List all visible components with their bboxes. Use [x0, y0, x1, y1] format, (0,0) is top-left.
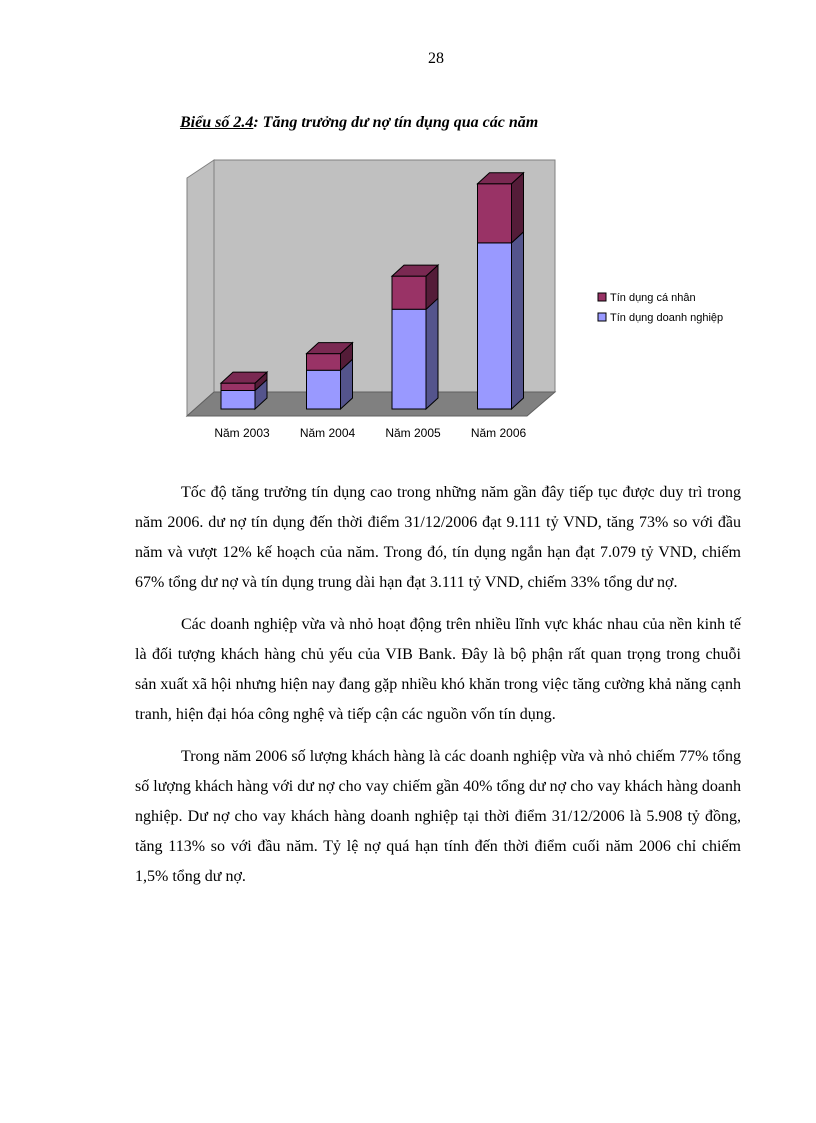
- paragraph: Tốc độ tăng trưởng tín dụng cao trong những năm gần đây tiếp tục được duy trì trong năm 2006. dư nợ tín dụng đến thời điểm 31/12/2006 đạt 9.111 tỷ VND, tăng 73% so với đầu năm và vượt 12% kế hoạch của năm. Trong đó, tín dụng ngắn hạn đạt 7.079 tỷ VND, chiếm 67% tổng dư nợ và tín dụng trung dài hạn đạt 3.111 tỷ VND, chiếm 33% tổng dư nợ.: [135, 484, 741, 591]
- bar-segment-doanh-nghiep-side: [426, 298, 438, 409]
- bar-segment-doanh-nghiep-front: [307, 370, 341, 409]
- chart-legend: [598, 292, 723, 324]
- bar-segment-ca-nhan-front: [392, 276, 426, 309]
- x-tick-label: Năm 2005: [385, 426, 441, 440]
- bar-stack: [307, 343, 353, 409]
- figure-caption-label: Biểu số 2.4: [180, 114, 254, 131]
- legend-swatch: [598, 293, 606, 301]
- bar-segment-ca-nhan-side: [512, 173, 524, 243]
- bar-segment-doanh-nghiep-front: [221, 391, 255, 409]
- x-tick-label: Năm 2003: [214, 426, 270, 440]
- bar-segment-doanh-nghiep-front: [478, 243, 512, 409]
- bar-stack: [221, 372, 267, 409]
- body-text: [135, 478, 741, 904]
- legend-label: Tín dụng doanh nghiệp: [610, 312, 724, 324]
- paragraph: Các doanh nghiệp vừa và nhỏ hoạt động trên nhiều lĩnh vực khác nhau của nền kinh tế là đối tượng khách hàng chủ yếu của VIB Bank. Đây là bộ phận rất quan trọng trong chuỗi sản xuất xã hội nhưng hiện nay đang gặp nhiều khó khăn trong việc tăng cường khả năng cạnh tranh, hiện đại hóa công nghệ và tiếp cận các nguồn vốn tín dụng.: [135, 616, 741, 723]
- bar-stack: [478, 173, 524, 409]
- chart-x-axis-labels: [214, 426, 526, 440]
- bar-segment-ca-nhan-front: [307, 354, 341, 371]
- x-tick-label: Năm 2006: [470, 426, 527, 440]
- bar-segment-ca-nhan-front: [221, 383, 255, 390]
- chart-side-wall: [187, 160, 214, 416]
- bar-segment-ca-nhan-front: [478, 184, 512, 243]
- x-tick-label: Năm 2004: [299, 426, 356, 440]
- bar-segment-doanh-nghiep-front: [392, 309, 426, 409]
- paragraph: Trong năm 2006 số lượng khách hàng là các doanh nghiệp vừa và nhỏ chiếm 77% tổng số lượng khách hàng với dư nợ cho vay chiếm gần 40% tổng dư nợ cho vay khách hàng doanh nghiệp. Dư nợ cho vay khách hàng doanh nghiệp tại thời điểm 31/12/2006 là 5.908 tỷ đồng, tăng 113% so với đầu năm. Tỷ lệ nợ quá hạn tính đến thời điểm cuối năm 2006 chỉ chiếm 1,5% tổng dư nợ.: [135, 748, 741, 885]
- page-number: 28: [428, 50, 444, 67]
- figure-caption-text: : Tăng trưởng dư nợ tín dụng qua các năm: [253, 114, 539, 131]
- bar-stack: [392, 265, 438, 409]
- bar-segment-doanh-nghiep-side: [512, 232, 524, 409]
- legend-swatch: [598, 313, 606, 321]
- legend-label: Tín dụng cá nhân: [610, 292, 696, 304]
- credit-growth-chart: [0, 0, 816, 460]
